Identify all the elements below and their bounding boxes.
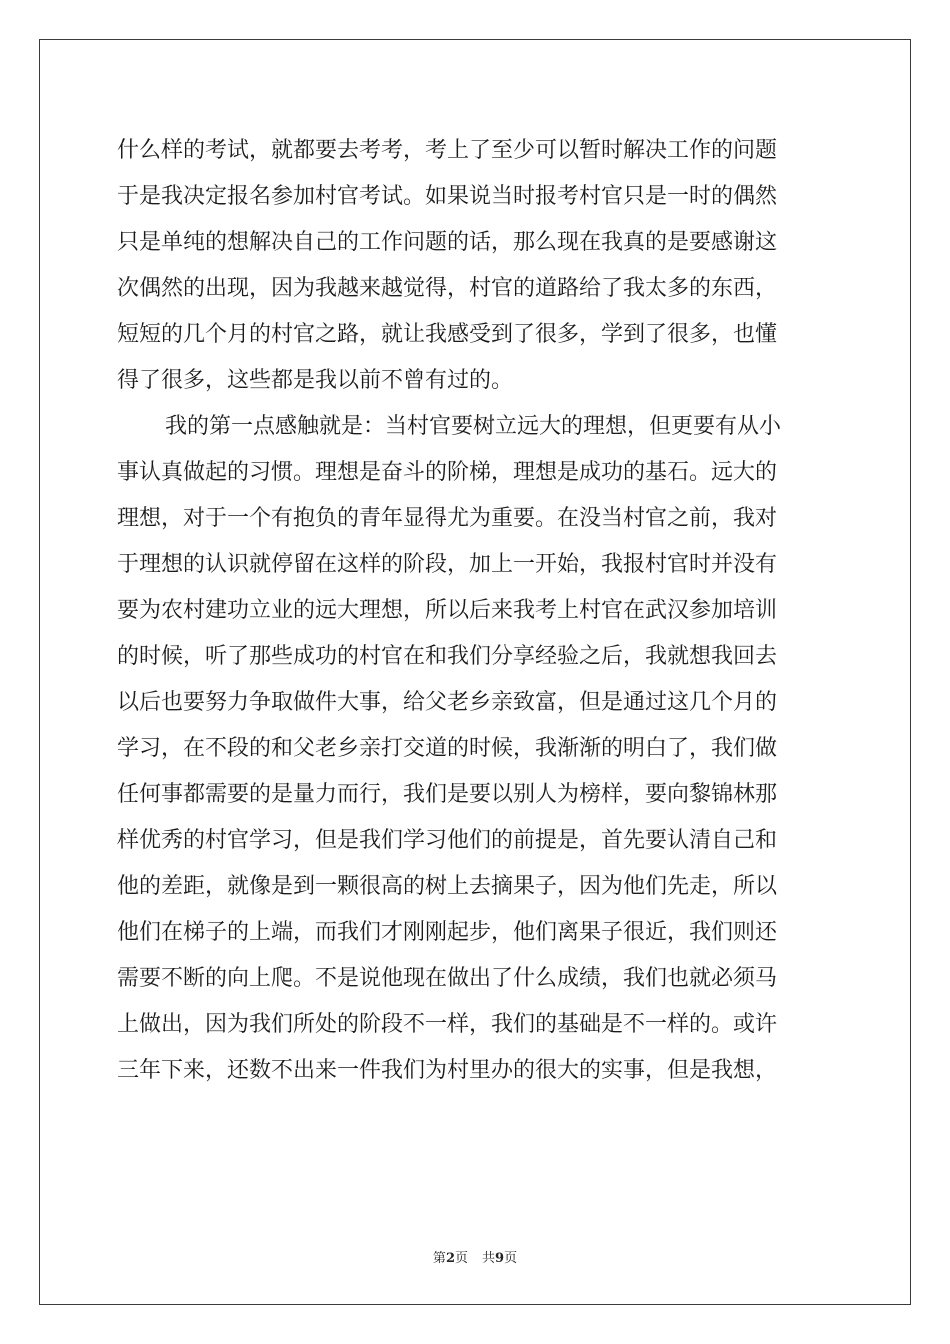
text-line: 得了很多，这些都是我以前不曾有过的。 bbox=[117, 368, 514, 393]
text-line: 三年下来，还数不出来一件我们为村里办的很大的实事，但是我想， bbox=[117, 1058, 778, 1083]
text-line: 只是单纯的想解决自己的工作问题的话，那么现在我真的是要感谢这 bbox=[117, 230, 778, 255]
text-line: 他们在梯子的上端，而我们才刚刚起步，他们离果子很近，我们则还 bbox=[117, 920, 778, 945]
text-line: 次偶然的出现，因为我越来越觉得，村官的道路给了我太多的东西， bbox=[117, 276, 778, 301]
text-line: 上做出，因为我们所处的阶段不一样，我们的基础是不一样的。或许 bbox=[117, 1012, 778, 1037]
page-number: 2 bbox=[445, 1251, 455, 1266]
text-line: 需要不断的向上爬。不是说他现在做出了什么成绩，我们也就必须马 bbox=[117, 966, 778, 991]
text-line: 要为农村建功立业的远大理想，所以后来我考上村官在武汉参加培训 bbox=[117, 598, 778, 623]
text-line: 理想，对于一个有抱负的青年显得尤为重要。在没当村官之前，我对 bbox=[117, 506, 778, 531]
document-body bbox=[117, 128, 837, 1094]
text-line: 的时候，听了那些成功的村官在和我们分享经验之后，我就想我回去 bbox=[117, 644, 778, 669]
text-line: 以后也要努力争取做件大事，给父老乡亲致富，但是通过这几个月的 bbox=[117, 690, 778, 715]
paragraph-first-line: 我的第一点感触就是：当村官要树立远大的理想，但更要有从小 bbox=[165, 414, 782, 439]
total-suffix: 页 bbox=[504, 1251, 518, 1266]
text-line: 样优秀的村官学习，但是我们学习他们的前提是，首先要认清自己和 bbox=[117, 828, 778, 853]
text-line: 于理想的认识就停留在这样的阶段，加上一开始，我报村官时并没有 bbox=[117, 552, 778, 577]
page-footer bbox=[0, 1247, 950, 1266]
text-line: 短短的几个月的村官之路，就让我感受到了很多，学到了很多，也懂 bbox=[117, 322, 778, 347]
text-line: 于是我决定报名参加村官考试。如果说当时报考村官只是一时的偶然 bbox=[117, 184, 778, 209]
text-line: 事认真做起的习惯。理想是奋斗的阶梯，理想是成功的基石。远大的 bbox=[117, 460, 778, 485]
text-line: 任何事都需要的是量力而行，我们是要以别人为榜样，要向黎锦林那 bbox=[117, 782, 778, 807]
total-prefix: 共 bbox=[482, 1251, 496, 1266]
text-line: 他的差距，就像是到一颗很高的树上去摘果子，因为他们先走，所以 bbox=[117, 874, 778, 899]
text-line: 学习，在不段的和父老乡亲打交道的时候，我渐渐的明白了，我们做 bbox=[117, 736, 778, 761]
page-prefix: 第 bbox=[432, 1251, 446, 1266]
page-suffix: 页 bbox=[454, 1251, 468, 1266]
total-pages: 9 bbox=[495, 1251, 505, 1266]
text-line: 什么样的考试，就都要去考考，考上了至少可以暂时解决工作的问题 bbox=[117, 138, 778, 163]
